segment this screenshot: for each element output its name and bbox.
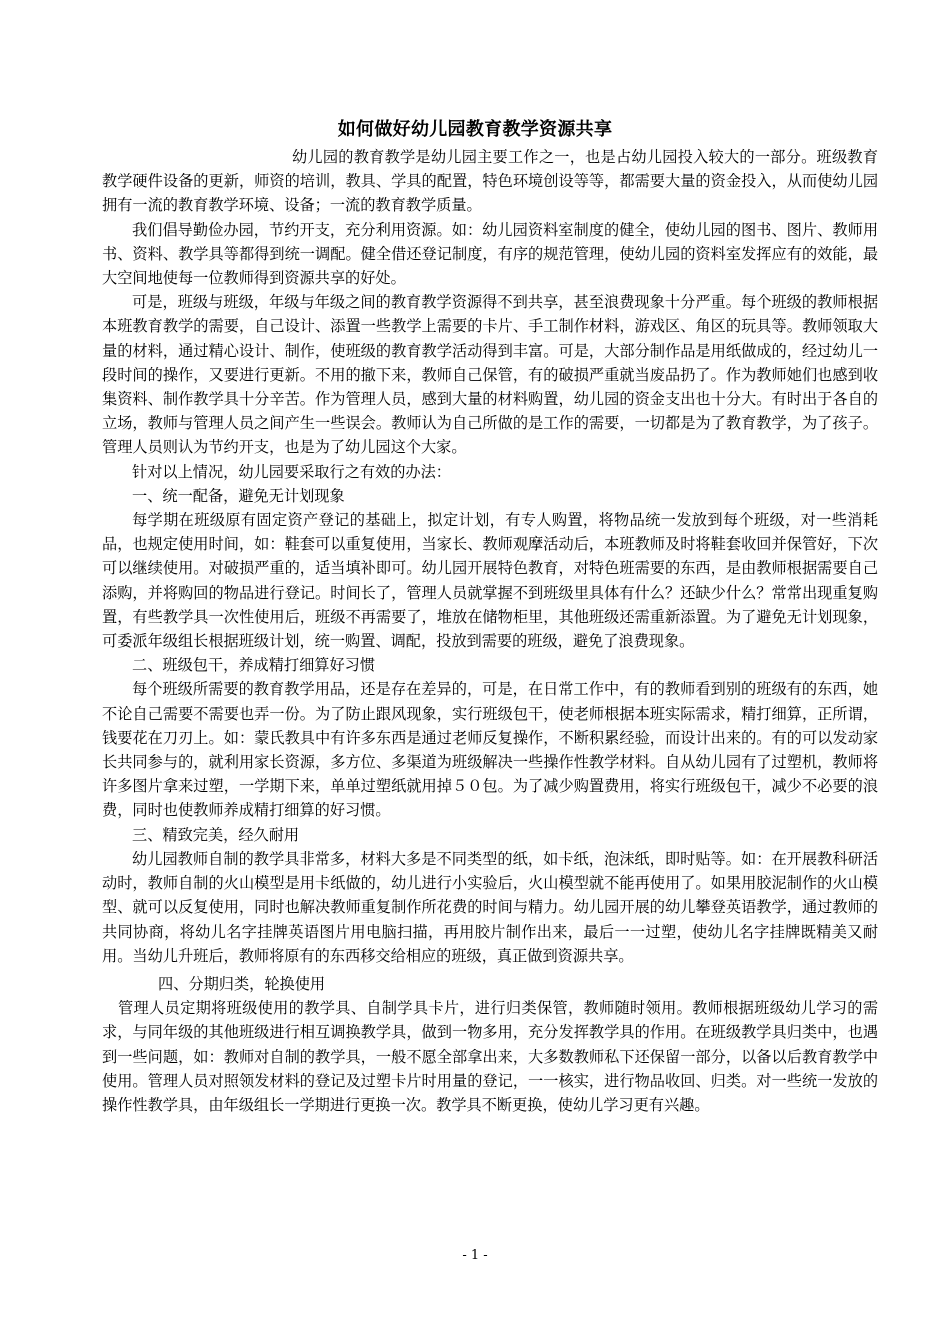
section-heading-2: 二、班级包干，养成精打细算好习惯: [132, 656, 375, 675]
paragraph-problem: 可是，班级与班级，年级与年级之间的教育教学资源得不到共享，甚至浪费现象十分严重。每个班级的教师根据本班教育教学的需要，自己设计、添置一些教学上需要的卡片、手工制作材料，游戏区、角区的玩具等。教师领取大量的材料，通过精心设计、制作，使班级的教育教学活动得到丰富。可是，大部分制作品是用纸做成的，经过幼儿一段时间的操作，又要进行更新。不用的撤下来，教师自己保管，有的破损严重就当废品扔了。作为教师她们也感到收集资料、制作教学具十分辛苦。作为管理人员，感到大量的材料购置，幼儿园的资金支出也十分大。有时出于各自的立场，教师与管理人员之间产生一些误会。教师认为自己所做的是工作的需要，一切都是为了教育教学，为了孩子。管理人员则认为节约开支，也是为了幼儿园这个大家。: [102, 293, 878, 457]
paragraph-measures: 针对以上情况，幼儿园要采取行之有效的办法：: [132, 462, 451, 481]
section-heading-1: 一、统一配备，避免无计划现象: [132, 486, 345, 505]
document-body: [102, 145, 878, 1117]
paragraph-frugal: 我们倡导勤俭办园，节约开支，充分利用资源。如：幼儿园资料室制度的健全，使幼儿园的图书、图片、教师用书、资料、教学具等都得到统一调配。健全借还登记制度，有序的规范管理，使幼儿园的资料室发挥应有的效能，最大空间地使每一位教师得到资源共享的好处。: [102, 220, 878, 288]
page-number: - 1 -: [462, 1248, 488, 1263]
paragraph-section-2: 每个班级所需要的教育教学用品，还是存在差异的，可是，在日常工作中，有的教师看到别的班级有的东西，她不论自己需要不需要也弄一份。为了防止跟风现象，实行班级包干，使老师根据本班实际需求，精打细算，正所谓，钱要花在刀刃上。如：蒙氏教具中有许多东西是通过老师反复操作，不断积累经验，而设计出来的。有的可以发动家长共同参与的，就利用家长资源，多方位、多渠道为班级解决一些操作性教学材料。自从幼儿园有了过塑机，教师将许多图片拿来过塑，一学期下来，单单过塑纸就用掉５０包。为了减少购置费用，将实行班级包干，减少不必要的浪费，同时也使教师养成精打细算的好习惯。: [102, 680, 878, 820]
section-heading-3: 三、精致完美，经久耐用: [132, 825, 300, 844]
paragraph-section-3: 幼儿园教师自制的教学具非常多，材料大多是不同类型的纸，如卡纸，泡沫纸，即时贴等。如：在开展教科研活动时，教师自制的火山模型是用卡纸做的，幼儿进行小实验后，火山模型就不能再使用了。如果用胶泥制作的火山模型、就可以反复使用，同时也解决教师重复制作所花费的时间与精力。幼儿园开展的幼儿攀登英语教学，通过教师的共同协商，将幼儿名字挂牌英语图片用电脑扫描，再用胶片制作出来，最后一一过塑，使幼儿名字挂牌既精美又耐用。当幼儿升班后，教师将原有的东西移交给相应的班级，真正做到资源共享。: [102, 849, 878, 965]
paragraph-section-4: 管理人员定期将班级使用的教学具、自制学具卡片，进行归类保管，教师随时领用。教师根据班级幼儿学习的需求，与同年级的其他班级进行相互调换教学具，做到一物多用，充分发挥教学具的作用。在班级教学具归类中，也遇到一些问题，如：教师对自制的教学具，一般不愿全部拿出来，大多数教师私下还保留一部分，以备以后教育教学中使用。管理人员对照领发材料的登记及过塑卡片时用量的登记，一一核实，进行物品收回、归类。对一些统一发放的操作性教学具，由年级组长一学期进行更换一次。教学具不断更换，使幼儿学习更有兴趣。: [102, 999, 878, 1114]
paragraph-section-1: 每学期在班级原有固定资产登记的基础上，拟定计划，有专人购置，将物品统一发放到每个班级，对一些消耗品，也规定使用时间，如：鞋套可以重复使用，当家长、教师观摩活动后，本班教师及时将鞋套收回并保管好，下次可以继续使用。对破损严重的，适当填补即可。幼儿园开展特色教育，对特色班需要的东西，是由教师根据需要自己添购，并将购回的物品进行登记。时间长了，管理人员就掌握不到班级里具体有什么？还缺少什么？常常出现重复购置，有些教学具一次性使用后，班级不再需要了，堆放在储物柜里，其他班级还需重新添置。为了避免无计划现象，可委派年级组长根据班级计划，统一购置、调配，投放到需要的班级，避免了浪费现象。: [102, 511, 878, 651]
section-heading-4: 四、分期归类，轮换使用: [158, 974, 326, 993]
paragraph-intro: 幼儿园的教育教学是幼儿园主要工作之一，也是占幼儿园投入较大的一部分。班级教育教学硬件设备的更新，师资的培训，教具、学具的配置，特色环境创设等等，都需要大量的资金投入，从而使幼儿园拥有一流的教育教学环境、设备；一流的教育教学质量。: [102, 148, 878, 215]
document-title: 如何做好幼儿园教育教学资源共享: [337, 119, 613, 140]
